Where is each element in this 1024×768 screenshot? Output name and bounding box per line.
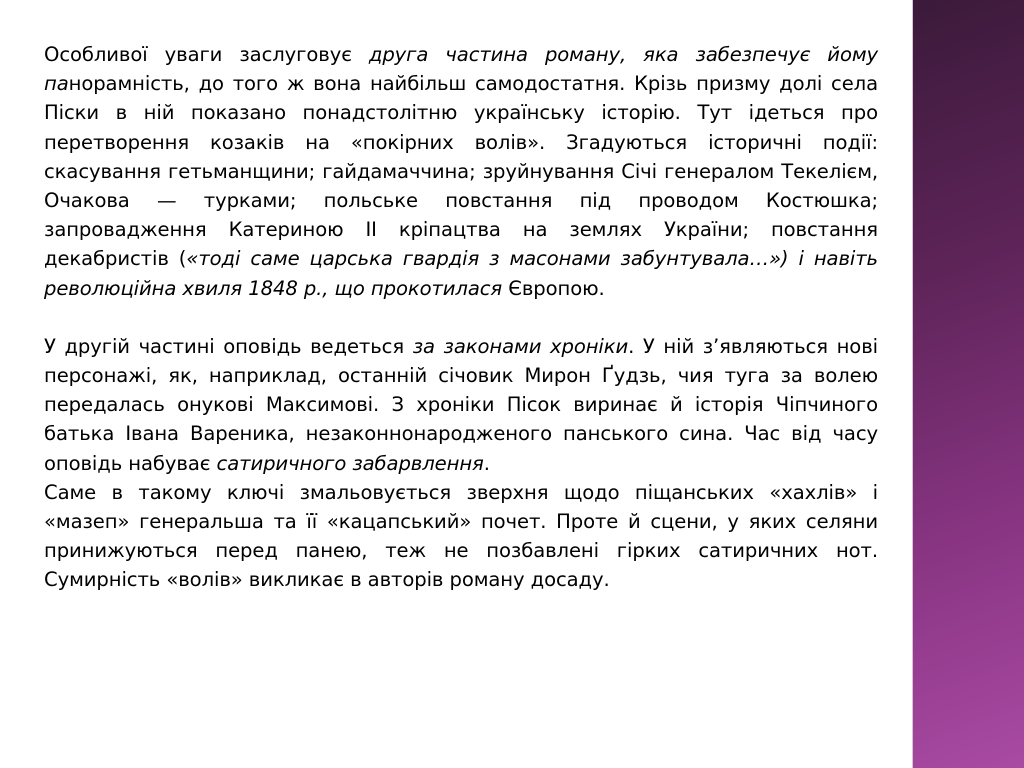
decorative-side-band — [912, 0, 1024, 768]
paragraph-2-text-2: . У ній з’являються нові персонажі, як, наприклад, останній січовик Мирон Ґудзь, чия туга за волею передалась онукові Максимові. З хроніки Пісок виринає й історія Чіпчиного батька Івана Вареника, незаконнонародженого панського сина. Час від часу оповідь набуває — [44, 334, 878, 475]
paragraph-3: Саме в такому ключі змальовується зверхня щодо піщанських «хахлів» і «мазеп» генеральша та її «кацапський» почет. Проте й сцени, у яких селяни принижуються перед панею, теж не позбавлені гірких сатиричних нот. Сумирність «волів» викликає в авторів роману досаду. — [44, 480, 878, 592]
paragraph-2-italic-2: сатиричного забарвлення — [216, 451, 484, 475]
paragraph-1-text-2: норамність, до того ж вона найбільш самодостатня. Крізь призму долі села Піски в ній показано понадстолітню українську історію. Тут ідеться про перетворення козаків на «покірних волів». Згадуються історичні події: скасування гетьманщини; гайдамаччина; зруйнування Січі генералом Текелієм, Очакова — турками; польське повстання під проводом Костюшка; запровадження Катериною II кріпацтва на землях України; повстання декабристів ( — [44, 72, 878, 271]
paragraph-gap — [44, 303, 878, 332]
paragraph-2-text-1: У другій частині оповідь ведеться — [44, 334, 413, 358]
paragraph-1 — [44, 40, 878, 303]
paragraph-2 — [44, 332, 878, 478]
paragraph-2-italic-1: за законами хроніки — [412, 334, 629, 358]
paragraph-2-text-3: . — [483, 451, 490, 475]
paragraph-1-text-3: Європою. — [508, 276, 605, 300]
slide-text — [44, 40, 878, 595]
paragraph-1-italic-1: друга частина роману, яка забезпечує йому па — [44, 43, 879, 96]
paragraph-1-italic-2: «тоді саме царська гвардія з масонами забунтувала…») і навіть революційна хвиля 1848 р., що прокотилася — [44, 247, 878, 300]
paragraph-1-text-1: Особливої уваги заслуговує — [44, 43, 369, 66]
